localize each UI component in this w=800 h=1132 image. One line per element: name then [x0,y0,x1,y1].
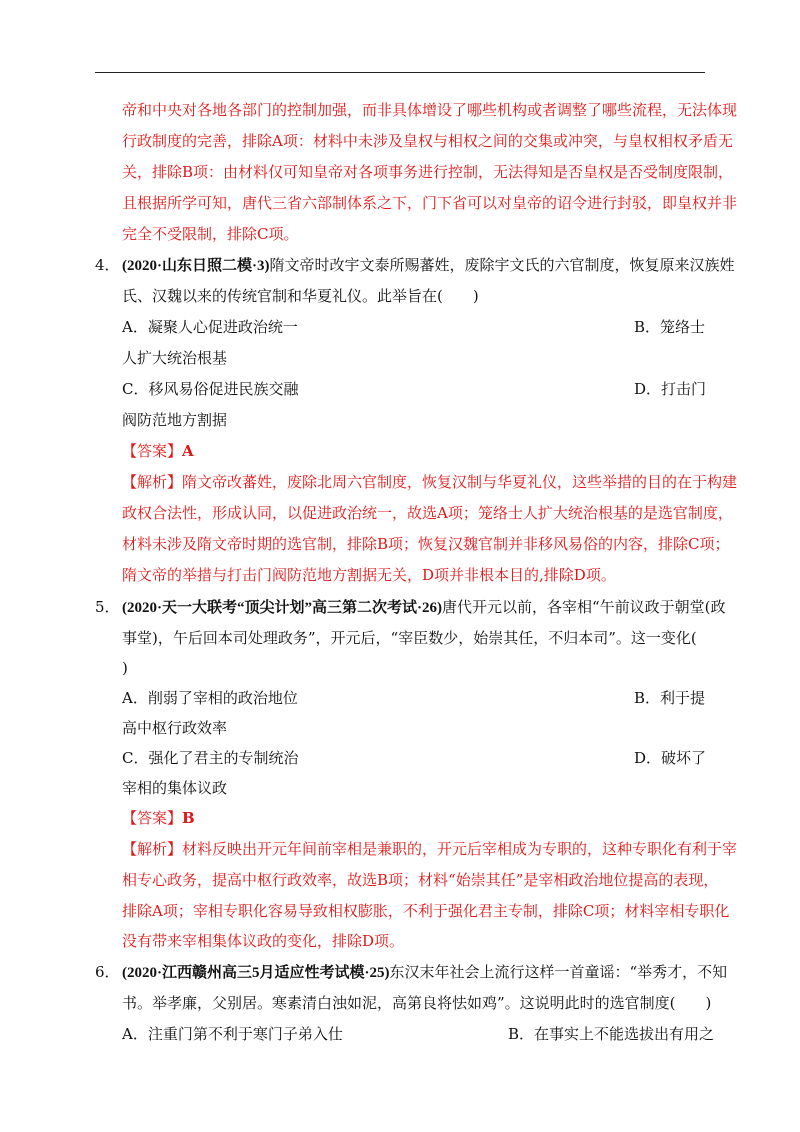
question-4-option-d: D．打击门 [634,380,707,398]
question-5-analysis-line-4: 没有带来宰相集体议政的变化，排除D项。 [122,932,405,950]
analysis-continuation-line-2: 行政制度的完善，排除A项：材料中未涉及皇权与相权之间的交集或冲突，与皇权相权矛盾无 [122,132,733,150]
question-5-analysis-line-2: 相专心政务，提高中枢行政效率，故选B项；材料“始崇其任”是宰相政治地位提高的表现， [122,871,719,889]
question-4-stem-line-1: 隋文帝时改宇文泰所赐蕃姓，废除宇文氏的六官制度，恢复原来汉族姓 [269,256,735,274]
answer-label: 【答案】 [122,442,183,460]
question-4-stem-line-2: 氏、汉魏以来的传统官制和华夏礼仪。此举旨在( ) [122,287,479,305]
question-6-stem-line-1: 东汉末年社会上流行这样一首童谣：“举秀才，不知 [389,963,728,981]
answer-value: A [182,442,194,460]
question-6-stem-line-2: 书。举孝廉，父别居。寒素清白浊如泥，高第良将怯如鸡”。这说明此时的选官制度( ) [122,994,712,1012]
question-6-stem [122,962,728,983]
question-4-analysis-line-1: 【解析】隋文帝改蕃姓，废除北周六官制度，恢复汉制与华夏礼仪，这些举措的目的在于构建 [122,473,738,491]
question-6-source: (2020·江西赣州高三5月适应性考试模·25) [122,965,390,981]
question-4-option-b-cont: 人扩大统治根基 [122,349,228,367]
question-5-option-d: D．破坏了 [634,749,707,767]
question-5-option-c: C．强化了君主的专制统治 [122,749,299,767]
question-5-answer [122,808,706,828]
question-6-number: 6． [95,963,120,981]
question-4-option-b: B．笼络士 [634,318,706,336]
question-6-option-b: B．在事实上不能选拔出有用之 [508,1025,715,1043]
header-rule [95,72,705,73]
question-5-analysis-line-1: 【解析】材料反映出开元年间前宰相是兼职的，开元后宰相成为专职的，这种专职化有利于宰 [122,840,738,858]
question-5-number: 5． [95,598,120,616]
answer-label: 【答案】 [122,809,183,827]
question-4-analysis-line-2: 政权合法性，形成认同，以促进政治统一，故选A项；笼络士人扩大统治根基的是选官制度， [122,504,733,522]
question-5-option-a: A．削弱了宰相的政治地位 [122,689,298,707]
question-4-analysis-line-4: 隋文帝的举措与打击门阀防范地方割据无关，D项并非根本目的,排除D项。 [122,566,616,584]
answer-value: B [182,809,195,827]
analysis-continuation-line-1: 帝和中央对各地各部门的控制加强，而非具体增设了哪些机构或者调整了哪些流程，无法体现 [122,101,738,119]
question-4-source: (2020·山东日照二模·3) [122,258,270,274]
question-5-stem-line-2: 事堂)，午后回本司处理政务”，开元后，“宰臣数少，始崇其任，不归本司”。这一变化( [122,629,697,647]
question-4-answer [122,441,706,461]
analysis-continuation-line-5: 完全不受限制，排除C项。 [122,225,299,243]
question-5-analysis-line-3: 排除A项；宰相专职化容易导致相权膨胀，不利于强化君主专制，排除C项；材料宰相专职化 [122,902,730,920]
question-5-stem-line-3: ) [122,659,128,677]
question-6-option-a: A．注重门第不利于寒门子弟入仕 [122,1025,343,1043]
analysis-continuation-line-3: 关，排除B项：由材料仅可知皇帝对各项事务进行控制，无法得知是否皇权是否受制度限制， [122,163,734,181]
question-4-analysis-line-3: 材料未涉及隋文帝时期的选官制，排除B项；恢复汉魏官制并非移风易俗的内容，排除C项； [122,535,730,553]
question-4-option-a: A．凝聚人心促进政治统一 [122,318,298,336]
question-4-option-c: C．移风易俗促进民族交融 [122,380,299,398]
analysis-continuation-line-4: 且根据所学可知，唐代三省六部制体系之下，门下省可以对皇帝的诏令进行封驳，即皇权并非 [122,194,738,212]
question-5-stem [122,597,726,618]
question-4-number: 4． [95,256,120,274]
question-5-stem-line-1: 唐代开元以前，各宰相“午前议政于朝堂(政 [442,598,726,616]
question-5-source: (2020·天一大联考“顶尖计划”高三第二次考试·26) [122,600,442,616]
question-5-option-b-cont: 高中枢行政效率 [122,719,228,737]
question-5-option-d-cont: 宰相的集体议政 [122,779,228,797]
question-4-option-d-cont: 阀防范地方割据 [122,411,228,429]
question-4-stem [122,255,735,276]
question-5-option-b: B．利于提 [634,689,706,707]
